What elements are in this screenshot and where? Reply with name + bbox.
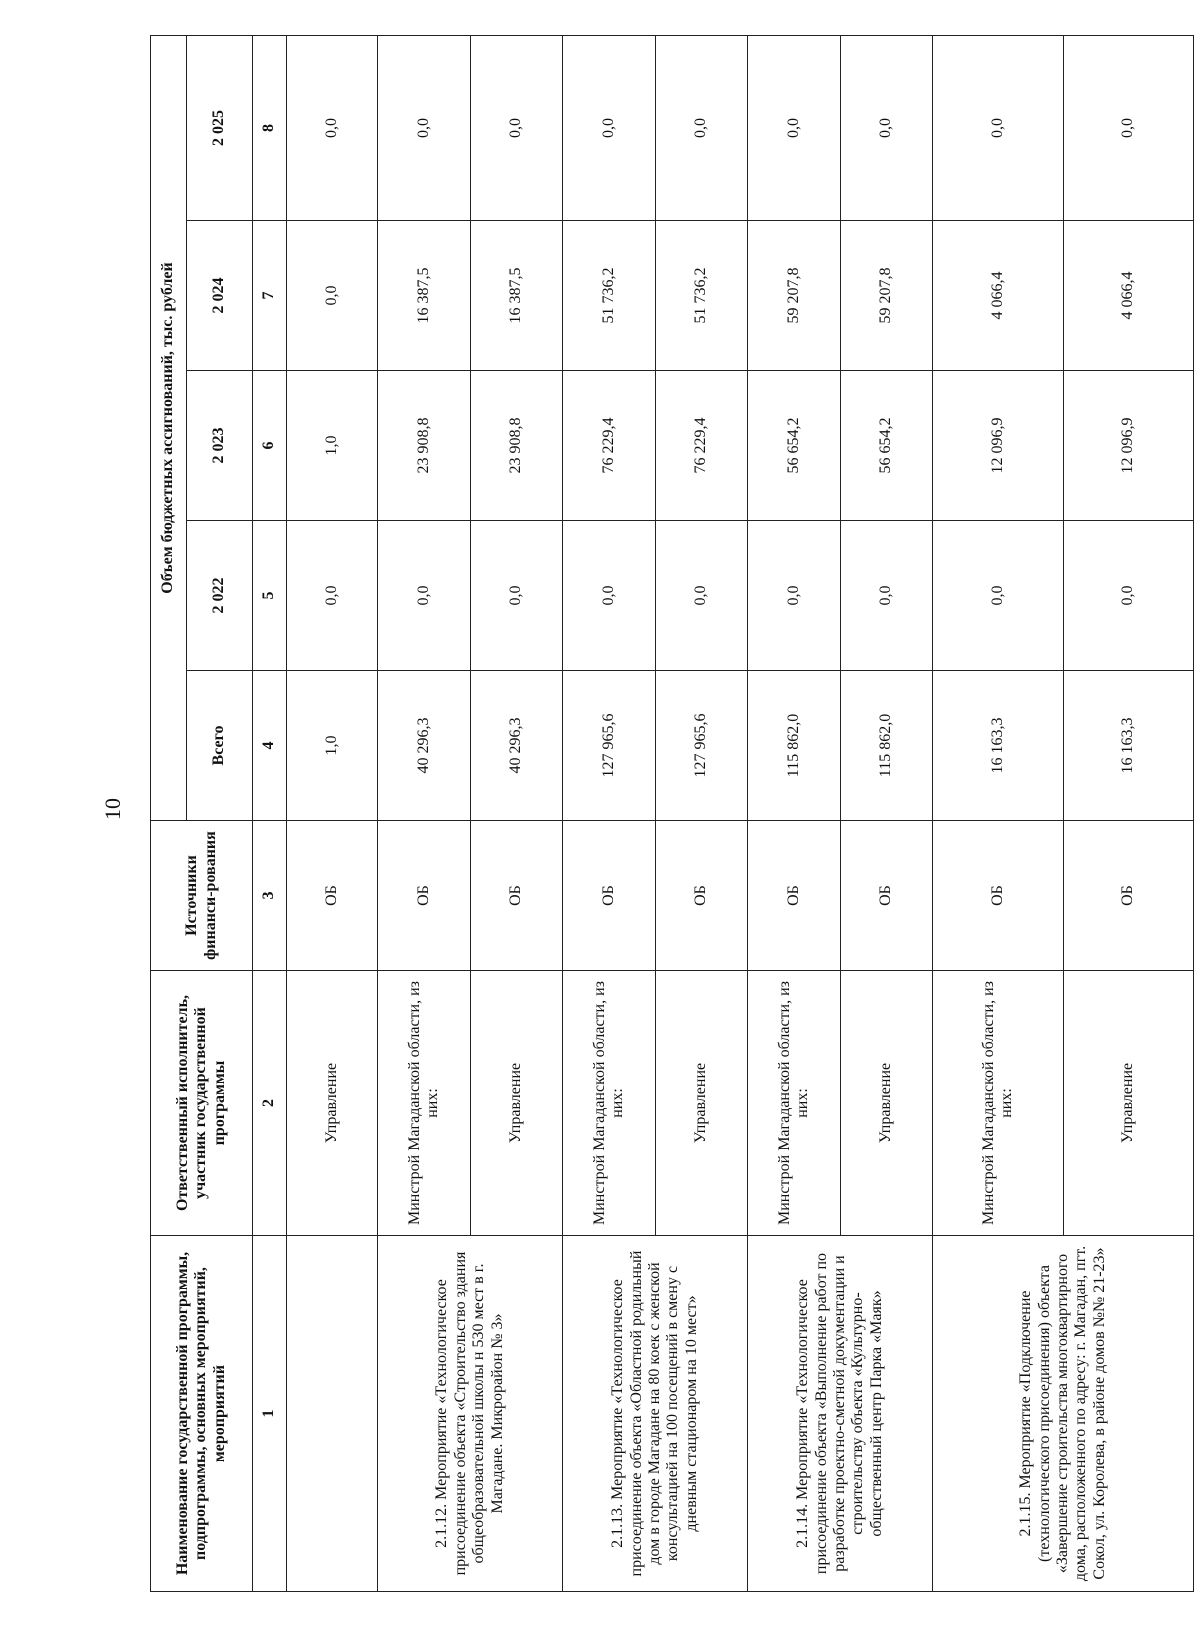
row-2024: 4 066,4 xyxy=(1063,221,1193,371)
row-total: 40 296,3 xyxy=(470,671,563,821)
row-2023: 12 096,9 xyxy=(933,371,1063,521)
row-2022: 0,0 xyxy=(840,521,933,671)
row-total: 127 965,6 xyxy=(563,671,656,821)
row-2024: 51 736,2 xyxy=(655,221,748,371)
header-budget-group: Объем бюджетных ассигнований, тыс. рублей xyxy=(151,35,187,820)
row-2025: 0,0 xyxy=(287,35,378,220)
row-2023: 12 096,9 xyxy=(1063,371,1193,521)
row-source: ОБ xyxy=(470,821,563,971)
row-source: ОБ xyxy=(1063,821,1193,971)
table-row xyxy=(287,35,378,1591)
table-row xyxy=(378,35,471,1591)
row-2025: 0,0 xyxy=(655,35,748,220)
row-total: 115 862,0 xyxy=(840,671,933,821)
column-number-row xyxy=(253,35,287,1591)
row-2025: 0,0 xyxy=(378,35,471,220)
row-source: ОБ xyxy=(287,821,378,971)
row-2024: 59 207,8 xyxy=(840,221,933,371)
row-2022: 0,0 xyxy=(287,521,378,671)
row-2025: 0,0 xyxy=(1063,35,1193,220)
row-executor: Управление xyxy=(1063,971,1193,1236)
row-total: 1,0 xyxy=(287,671,378,821)
table-row xyxy=(933,35,1063,1591)
row-source: ОБ xyxy=(378,821,471,971)
measure-name: 2.1.13. Мероприятие «Технологическое присоединение объекта «Областной родильный дом в городе Магадане на 80 коек с женской консультацией на 100 посещений в смену с дневным стационаром на 10 мест» xyxy=(563,1236,748,1592)
row-2023: 56 654,2 xyxy=(748,371,841,521)
rotated-table-container xyxy=(150,36,1194,1592)
row-name xyxy=(287,1236,378,1592)
row-total: 127 965,6 xyxy=(655,671,748,821)
col-number: 1 xyxy=(253,1236,287,1592)
row-2023: 76 229,4 xyxy=(563,371,656,521)
row-2023: 1,0 xyxy=(287,371,378,521)
row-executor: Управление xyxy=(655,971,748,1236)
row-source: ОБ xyxy=(655,821,748,971)
row-executor: Минстрой Магаданской области, из них: xyxy=(563,971,656,1236)
table-row xyxy=(748,35,841,1591)
row-executor: Управление xyxy=(840,971,933,1236)
row-2025: 0,0 xyxy=(470,35,563,220)
row-2023: 76 229,4 xyxy=(655,371,748,521)
col-number: 6 xyxy=(253,371,287,521)
row-2025: 0,0 xyxy=(933,35,1063,220)
page-number: 10 xyxy=(100,798,125,820)
row-total: 16 163,3 xyxy=(1063,671,1193,821)
row-2022: 0,0 xyxy=(748,521,841,671)
col-number: 3 xyxy=(253,821,287,971)
row-2022: 0,0 xyxy=(470,521,563,671)
row-2023: 23 908,8 xyxy=(378,371,471,521)
row-source: ОБ xyxy=(563,821,656,971)
header-total: Всего xyxy=(187,671,253,821)
row-2024: 51 736,2 xyxy=(563,221,656,371)
row-source: ОБ xyxy=(748,821,841,971)
row-source: ОБ xyxy=(933,821,1063,971)
row-2022: 0,0 xyxy=(655,521,748,671)
row-2023: 56 654,2 xyxy=(840,371,933,521)
row-executor: Минстрой Магаданской области, из них: xyxy=(748,971,841,1236)
row-2022: 0,0 xyxy=(563,521,656,671)
row-2024: 0,0 xyxy=(287,221,378,371)
col-number: 2 xyxy=(253,971,287,1236)
row-2024: 16 387,5 xyxy=(378,221,471,371)
header-2023: 2 023 xyxy=(187,371,253,521)
header-program-name: Наименование государственной программы, подпрограммы, основных мероприятий, мероприятий xyxy=(151,1236,253,1592)
header-2025: 2 025 xyxy=(187,35,253,220)
budget-table xyxy=(150,35,1194,1592)
table-row xyxy=(563,35,656,1591)
row-2022: 0,0 xyxy=(933,521,1063,671)
header-2024: 2 024 xyxy=(187,221,253,371)
col-number: 7 xyxy=(253,221,287,371)
row-source: ОБ xyxy=(840,821,933,971)
row-2025: 0,0 xyxy=(840,35,933,220)
header-2022: 2 022 xyxy=(187,521,253,671)
row-executor: Минстрой Магаданской области, из них: xyxy=(378,971,471,1236)
row-executor: Минстрой Магаданской области, из них: xyxy=(933,971,1063,1236)
row-executor: Управление xyxy=(287,971,378,1236)
row-2022: 0,0 xyxy=(378,521,471,671)
row-2025: 0,0 xyxy=(748,35,841,220)
row-2024: 16 387,5 xyxy=(470,221,563,371)
row-2025: 0,0 xyxy=(563,35,656,220)
row-2022: 0,0 xyxy=(1063,521,1193,671)
header-funding-source: Источники финанси-рования xyxy=(151,821,253,971)
header-executor: Ответственный исполнитель, участник государственной программы xyxy=(151,971,253,1236)
col-number: 5 xyxy=(253,521,287,671)
row-executor: Управление xyxy=(470,971,563,1236)
measure-name: 2.1.15. Мероприятие «Подключение (технологического присоединения) объекта «Завершение строительства многоквартирного дома, расположенного по адресу: г. Магадан, пгт. Сокол, ул. Королева, в районе домов №№ 21-23» xyxy=(933,1236,1194,1592)
row-total: 115 862,0 xyxy=(748,671,841,821)
col-number: 4 xyxy=(253,671,287,821)
row-2023: 23 908,8 xyxy=(470,371,563,521)
row-2024: 59 207,8 xyxy=(748,221,841,371)
row-total: 16 163,3 xyxy=(933,671,1063,821)
col-number: 8 xyxy=(253,35,287,220)
measure-name: 2.1.12. Мероприятие «Технологическое присоединение объекта «Строительство здания общеобразовательной школы н 530 мест в г. Магадане. Микрорайон № 3» xyxy=(378,1236,563,1592)
row-2024: 4 066,4 xyxy=(933,221,1063,371)
measure-name: 2.1.14. Мероприятие «Технологическое присоединение объекта «Выполнение работ по разработке проектно-сметной документации и строительству объекта «Культурно-общественный центр Парка «Маяк» xyxy=(748,1236,933,1592)
row-total: 40 296,3 xyxy=(378,671,471,821)
